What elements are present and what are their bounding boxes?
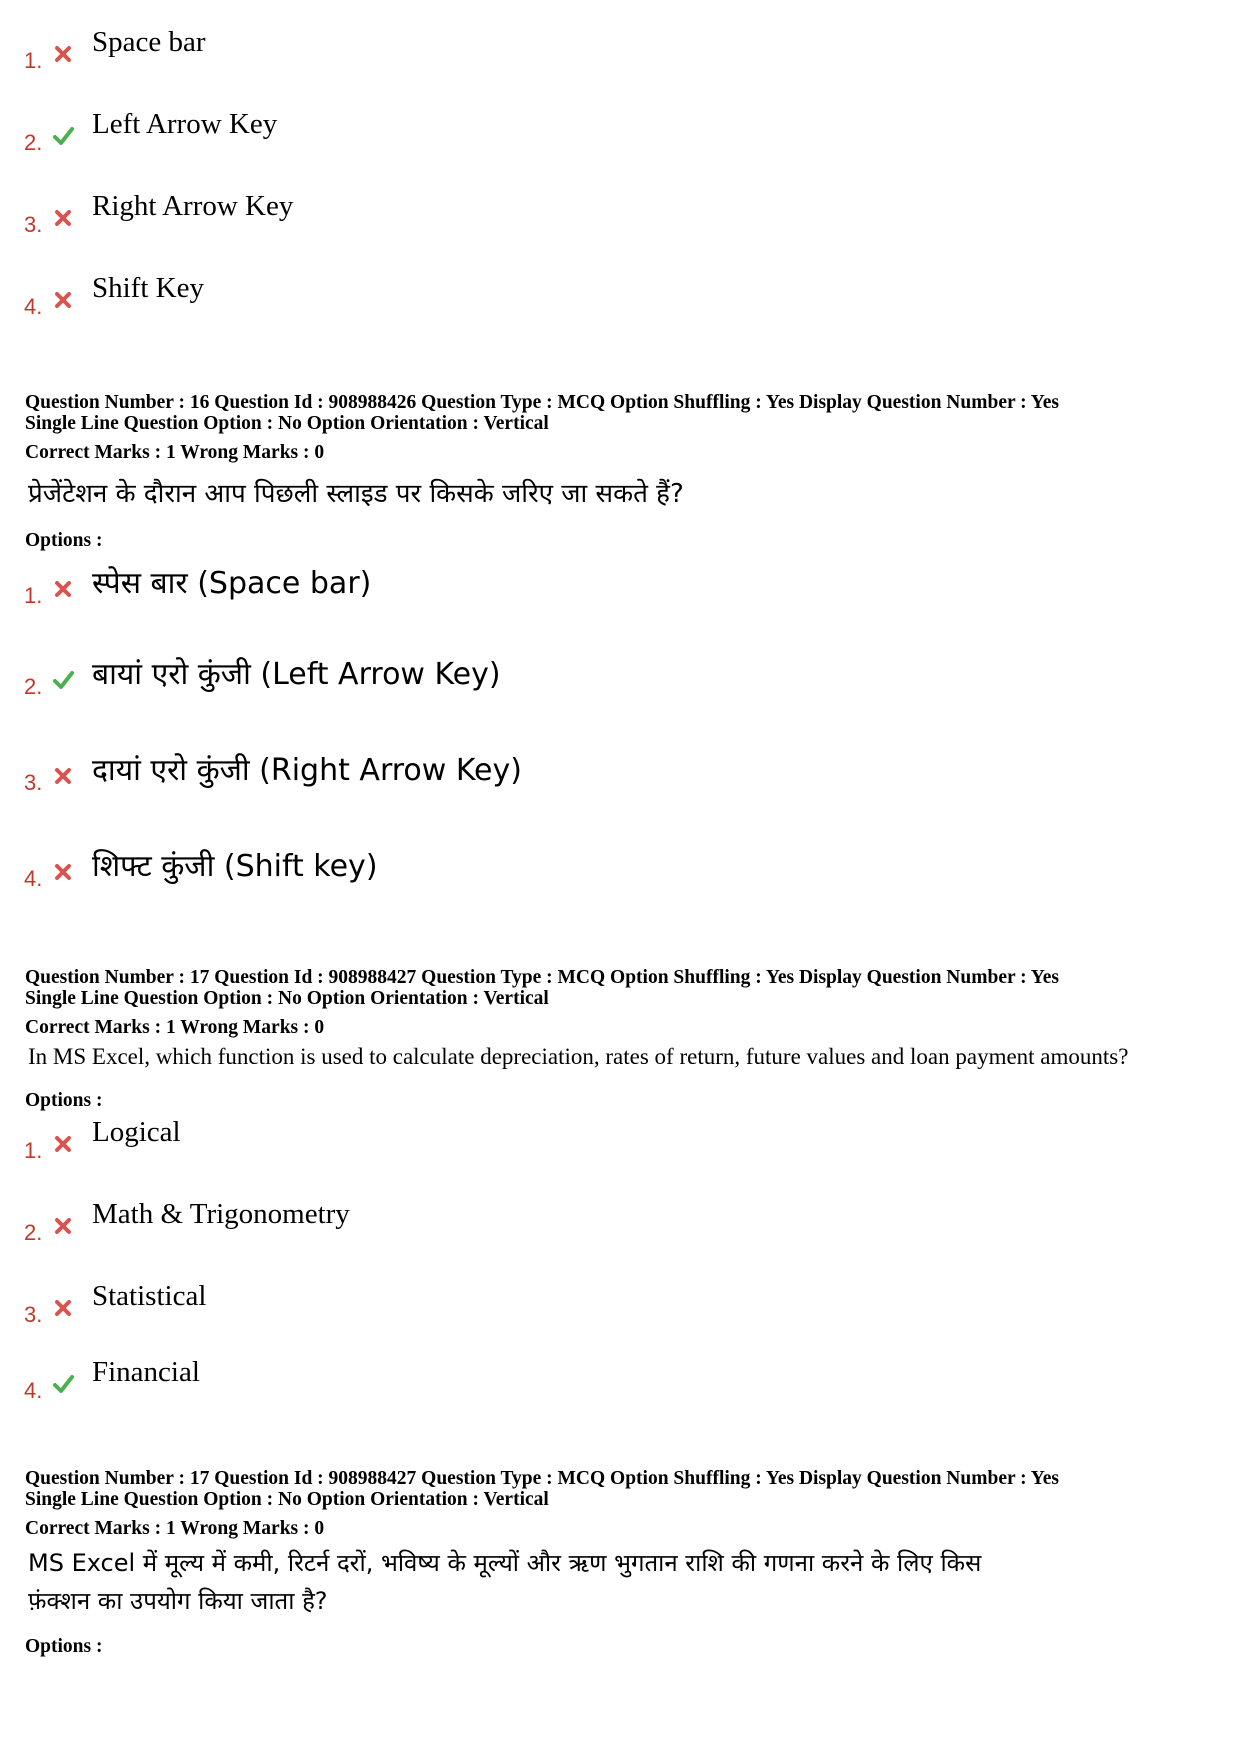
option-item	[24, 561, 1174, 617]
cross-icon	[52, 1297, 74, 1319]
question-marks: Correct Marks : 1 Wrong Marks : 0	[25, 1518, 325, 1539]
option-text: Left Arrow Key	[92, 108, 278, 140]
check-icon	[52, 125, 74, 147]
option-item	[24, 26, 1174, 82]
cross-icon	[52, 861, 74, 883]
option-text: Logical	[92, 1116, 181, 1148]
question-text: MS Excel में मूल्य में कमी, रिटर्न दरों, भविष्य के मूल्यों और ऋण भुगतान राशि की गणना करने के लिए किस	[28, 1549, 982, 1577]
option-item	[24, 272, 1174, 328]
option-item	[24, 1116, 1174, 1172]
option-number: 3.	[24, 770, 43, 795]
option-text: Math & Trigonometry	[92, 1198, 350, 1230]
option-text: Statistical	[92, 1280, 207, 1312]
question-text: प्रेजेंटेशन के दौरान आप पिछली स्लाइड पर किसके जरिए जा सकते हैं?	[28, 479, 684, 509]
option-number: 2.	[24, 1220, 43, 1245]
question-meta: Single Line Question Option : No Option Orientation : Vertical	[25, 413, 549, 434]
option-item	[24, 748, 1174, 804]
option-text: Right Arrow Key	[92, 190, 294, 222]
option-text: Shift Key	[92, 272, 204, 304]
option-item	[24, 844, 1174, 900]
cross-icon	[52, 289, 74, 311]
option-item	[24, 1198, 1174, 1254]
cross-icon	[52, 578, 74, 600]
question-meta: Question Number : 17 Question Id : 908988427 Question Type : MCQ Option Shuffling : Yes Display Question Number : Yes	[25, 1468, 1059, 1489]
option-text: Space bar	[92, 26, 206, 58]
option-number: 4.	[24, 294, 43, 319]
option-number: 1.	[24, 583, 43, 608]
check-icon	[52, 1373, 74, 1395]
option-item	[24, 190, 1174, 246]
option-text: दायां एरो कुंजी (Right Arrow Key)	[92, 753, 522, 788]
option-item	[24, 1356, 1174, 1412]
option-number: 2.	[24, 130, 43, 155]
option-text: Financial	[92, 1356, 200, 1388]
options-label: Options :	[25, 1636, 103, 1657]
question-meta: Question Number : 17 Question Id : 908988427 Question Type : MCQ Option Shuffling : Yes Display Question Number : Yes	[25, 967, 1059, 988]
option-text: शिफ्ट कुंजी (Shift key)	[92, 849, 378, 884]
options-label: Options :	[25, 1090, 103, 1111]
option-number: 4.	[24, 1378, 43, 1403]
question-marks: Correct Marks : 1 Wrong Marks : 0	[25, 1017, 325, 1038]
question-text: In MS Excel, which function is used to calculate depreciation, rates of return, future values and loan payment amounts?	[28, 1044, 1129, 1069]
option-text: स्पेस बार (Space bar)	[92, 566, 372, 601]
question-text: फ़ंक्शन का उपयोग किया जाता है?	[28, 1587, 328, 1615]
cross-icon	[52, 1215, 74, 1237]
option-item	[24, 652, 1174, 708]
option-number: 1.	[24, 48, 43, 73]
cross-icon	[52, 207, 74, 229]
question-meta: Single Line Question Option : No Option Orientation : Vertical	[25, 988, 549, 1009]
option-number: 1.	[24, 1138, 43, 1163]
question-meta: Question Number : 16 Question Id : 908988426 Question Type : MCQ Option Shuffling : Yes Display Question Number : Yes	[25, 392, 1059, 413]
cross-icon	[52, 765, 74, 787]
option-number: 3.	[24, 1302, 43, 1327]
option-number: 4.	[24, 866, 43, 891]
option-text: बायां एरो कुंजी (Left Arrow Key)	[92, 657, 501, 692]
cross-icon	[52, 43, 74, 65]
check-icon	[52, 669, 74, 691]
cross-icon	[52, 1133, 74, 1155]
question-marks: Correct Marks : 1 Wrong Marks : 0	[25, 442, 325, 463]
option-number: 3.	[24, 212, 43, 237]
option-number: 2.	[24, 674, 43, 699]
options-label: Options :	[25, 530, 103, 551]
question-meta: Single Line Question Option : No Option Orientation : Vertical	[25, 1489, 549, 1510]
option-item	[24, 108, 1174, 164]
option-item	[24, 1280, 1174, 1336]
